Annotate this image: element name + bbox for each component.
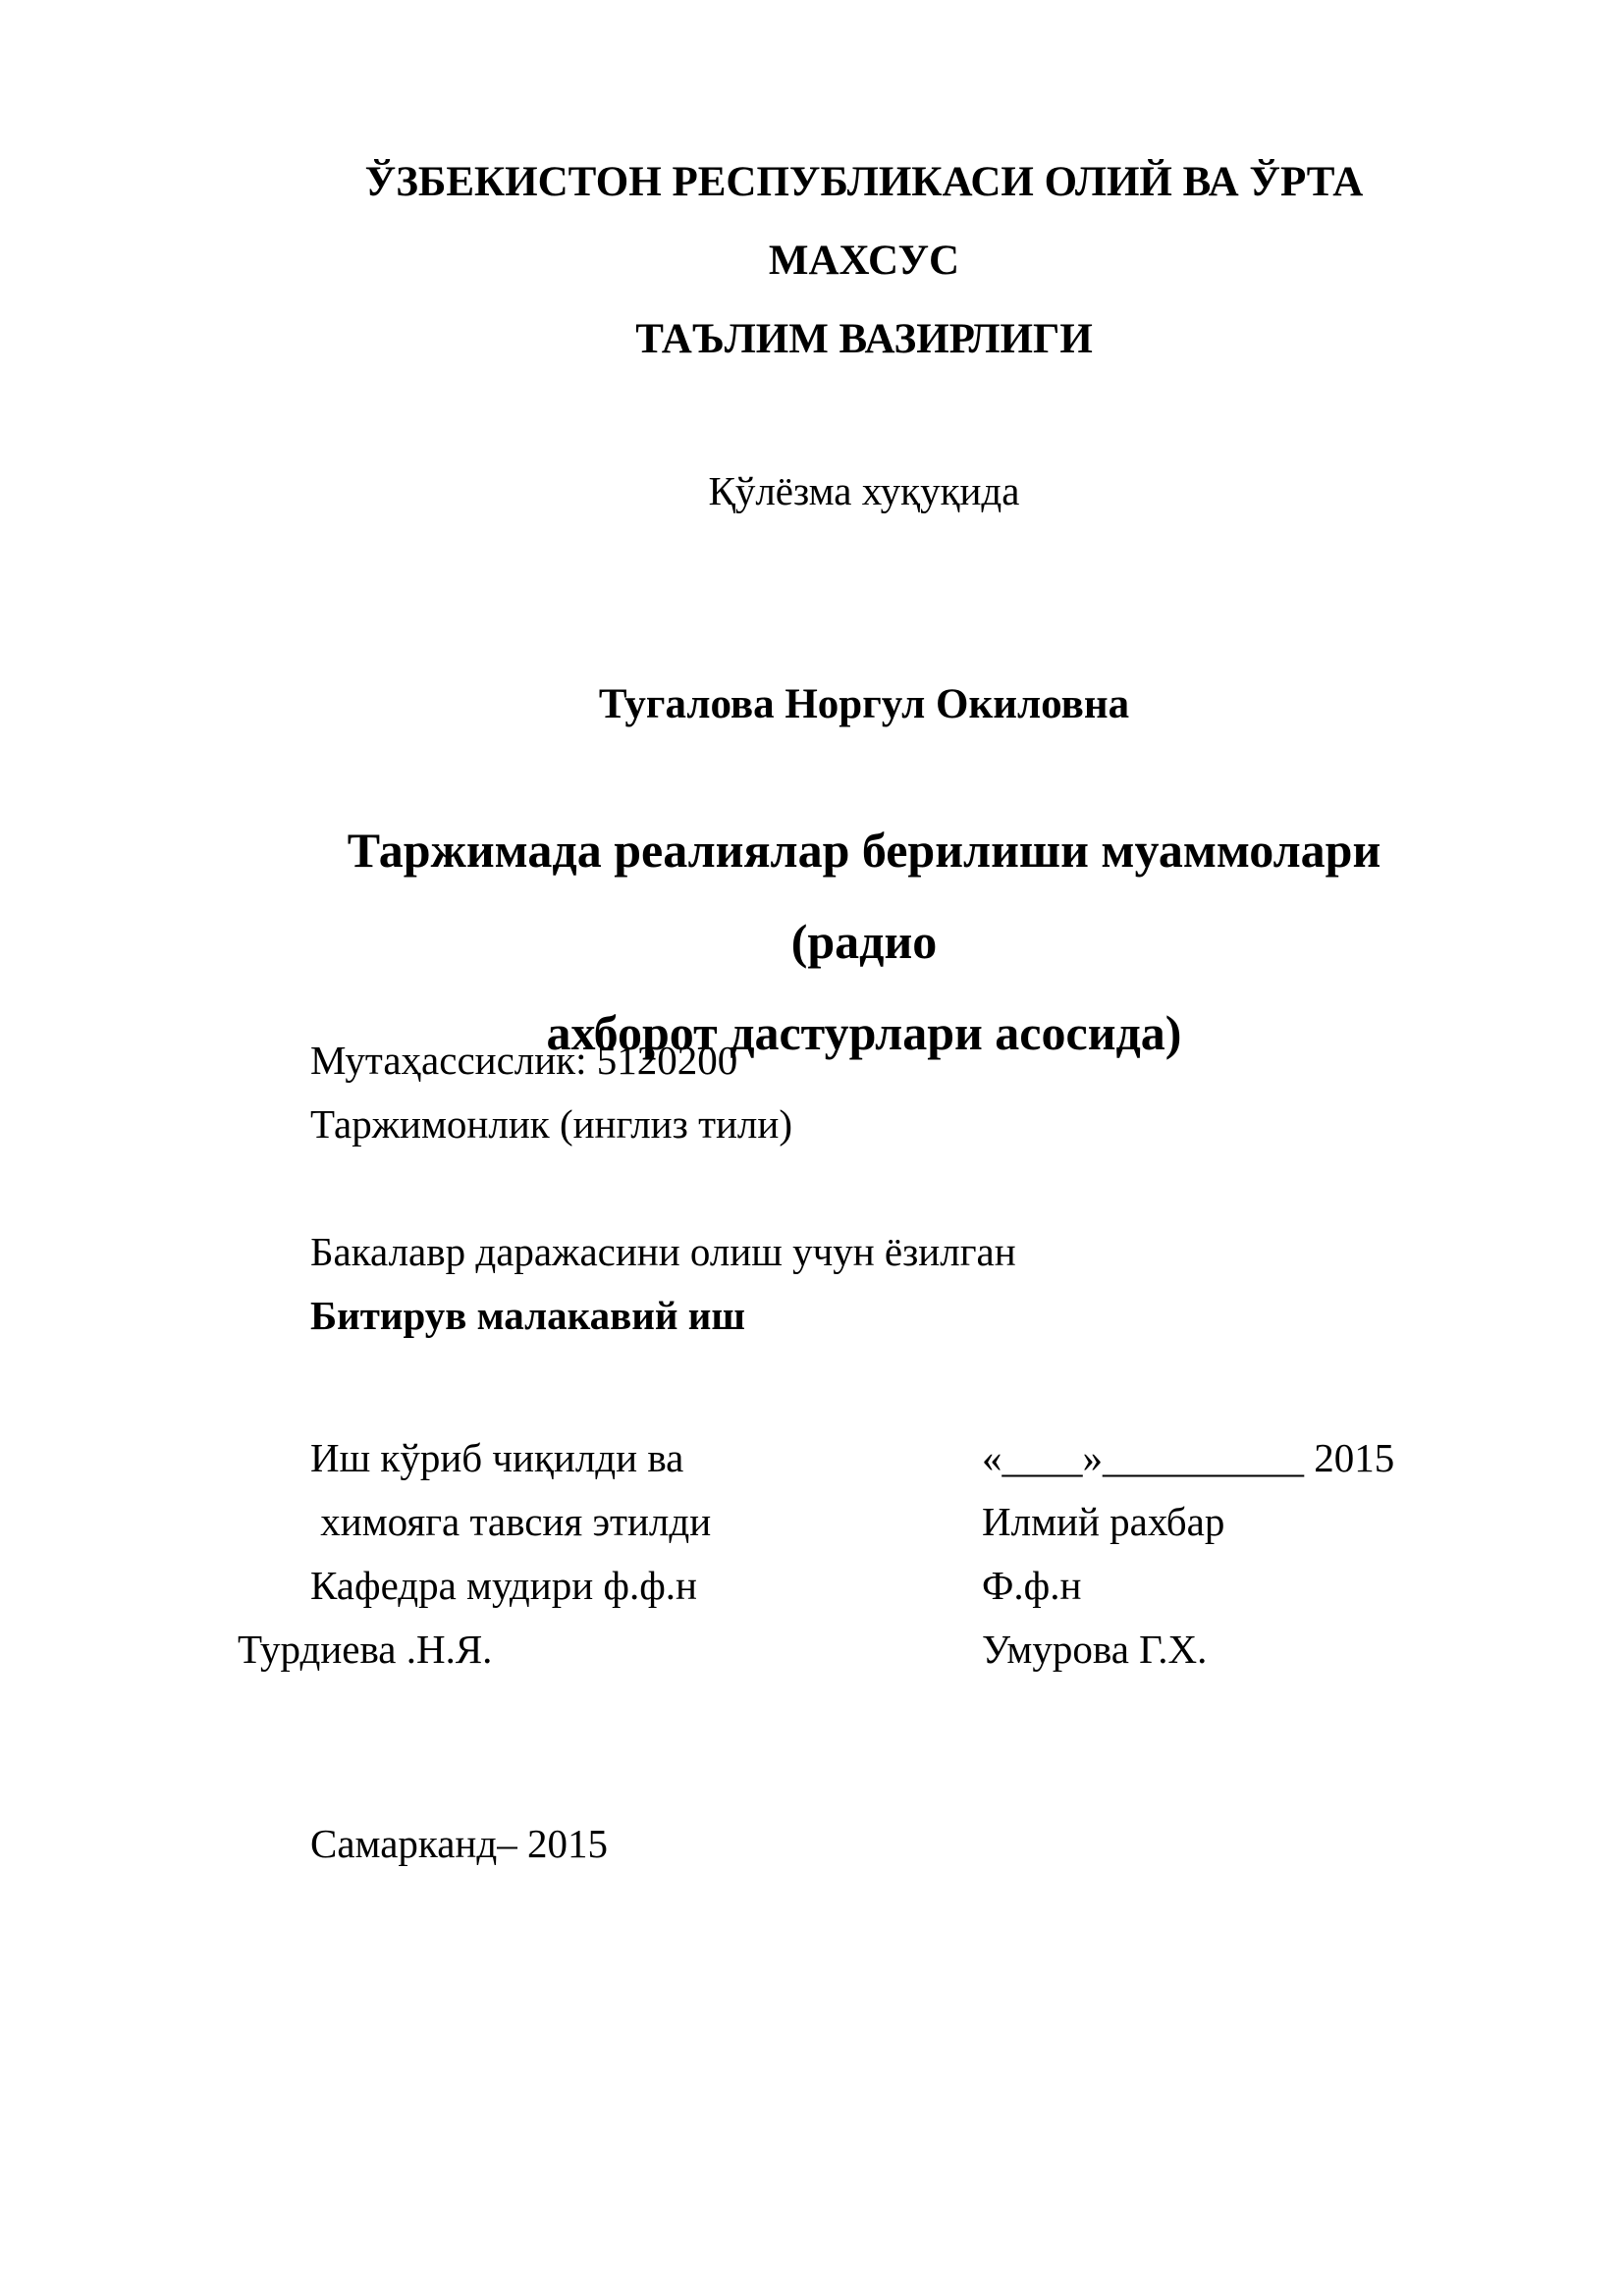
- degree-purpose: Бакалавр даражасини олиш учун ёзилган: [310, 1229, 1016, 1274]
- manuscript-rights-note: Қўлёзма хуқуқида: [708, 468, 1020, 513]
- review-statement-line-2: химояга тавсия этилди: [310, 1499, 712, 1544]
- ministry-heading-line-2: ТАЪЛИМ ВАЗИРЛИГИ: [635, 316, 1093, 362]
- advisor-degree-label: Ф.ф.н: [982, 1563, 1082, 1608]
- review-statement-line-1: Иш кўриб чиқилди ва: [310, 1435, 684, 1480]
- ministry-heading: [310, 143, 1418, 379]
- advisor-name: Умурова Г.Х.: [982, 1627, 1208, 1672]
- thesis-title-line-1: Таржимада реалиялар берилиши муаммолари (радио: [347, 823, 1381, 969]
- specialty-field: Таржимонлик (инглиз тили): [310, 1101, 792, 1147]
- city-year-line: Самарканд– 2015: [310, 1821, 608, 1866]
- degree-work-type: Битирув малакавий иш: [310, 1293, 746, 1338]
- ministry-heading-line-1: ЎЗБЕКИСТОН РЕСПУБЛИКАСИ ОЛИЙ ВА ЎРТА МАХСУС: [364, 159, 1364, 284]
- thesis-title-line-2: ахборот дастурлари асосида): [546, 1005, 1182, 1060]
- advisor-role-label: Илмий рахбар: [982, 1499, 1225, 1544]
- department-head-name: Турдиева .Н.Я.: [238, 1627, 493, 1672]
- date-blank-line: «____»__________ 2015: [982, 1435, 1395, 1480]
- signature-block: [238, 1426, 1418, 1682]
- degree-block: [310, 1220, 1418, 1348]
- specialty-code: Мутаҳассислик: 5120200: [310, 1038, 738, 1083]
- department-head-label: Кафедра мудири ф.ф.н: [310, 1563, 697, 1608]
- specialty-block: [310, 1029, 1418, 1156]
- author-name: Тугалова Норгул Окиловна: [598, 681, 1130, 727]
